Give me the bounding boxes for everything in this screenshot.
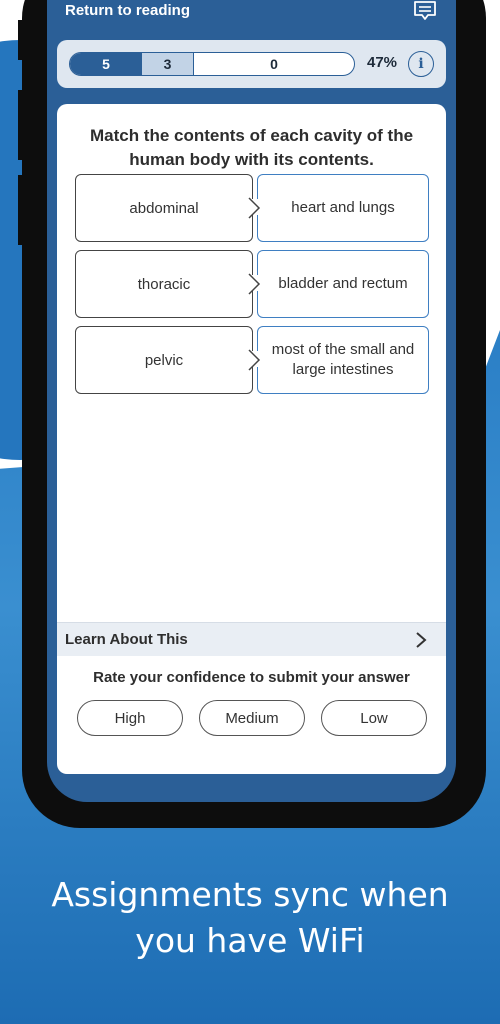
return-to-reading-link[interactable]: Return to reading — [65, 2, 191, 19]
match-term[interactable]: abdominal — [75, 174, 253, 242]
chevron-right-icon — [414, 631, 428, 649]
confidence-high-button[interactable]: High — [77, 700, 183, 736]
learn-about-this-label: Learn About This — [65, 631, 188, 648]
match-row — [75, 326, 429, 394]
question-card — [57, 104, 446, 774]
progress-remaining-count: 0 — [270, 56, 278, 72]
confidence-medium-button[interactable]: Medium — [199, 700, 305, 736]
caption-line-1: Assignments sync when — [51, 875, 449, 914]
info-icon[interactable]: i — [408, 51, 434, 77]
question-prompt: Match the contents of each cavity of the human body with its contents. — [89, 126, 414, 169]
match-answer[interactable]: bladder and rectum — [257, 250, 429, 318]
connector-arrow-icon — [245, 348, 261, 372]
connector-arrow-icon — [245, 272, 261, 296]
confidence-prompt: Rate your confidence to submit your answer — [93, 669, 410, 686]
confidence-low-button[interactable]: Low — [321, 700, 427, 736]
progress-partial-count: 3 — [142, 53, 194, 75]
match-answer[interactable]: most of the small and large intestines — [257, 326, 429, 394]
top-bar — [47, 0, 456, 26]
chat-bubble-icon[interactable] — [413, 0, 437, 22]
learn-about-this-bar[interactable] — [57, 622, 446, 656]
match-row — [75, 174, 429, 242]
match-answer[interactable]: heart and lungs — [257, 174, 429, 242]
phone-screen — [47, 0, 456, 802]
progress-bar — [69, 52, 355, 76]
match-term[interactable]: thoracic — [75, 250, 253, 318]
connector-arrow-icon — [245, 196, 261, 220]
progress-percent: 47% — [367, 54, 398, 71]
progress-card — [57, 40, 446, 88]
promo-caption — [0, 872, 500, 964]
progress-correct-count: 5 — [70, 53, 142, 75]
caption-line-2: you have WiFi — [135, 921, 365, 960]
match-row — [75, 250, 429, 318]
match-term[interactable]: pelvic — [75, 326, 253, 394]
